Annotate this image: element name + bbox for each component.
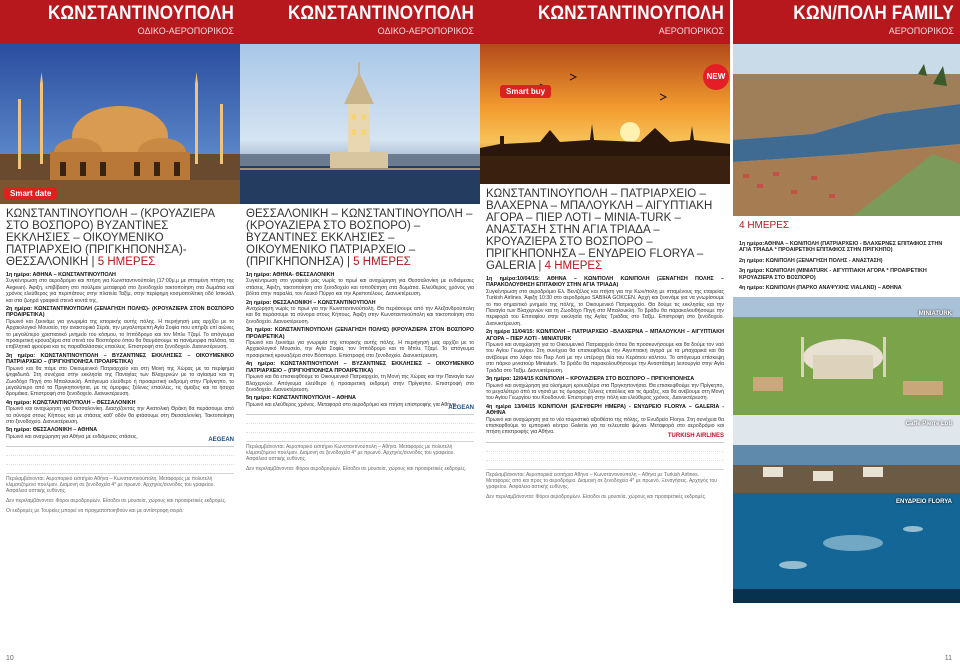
header-subtitle: ΑΕΡΟΠΟΡΙΚΟΣ — [658, 26, 724, 36]
column-tour-1 — [0, 0, 240, 667]
includes-note: Περιλαμβάνονται: Αεροπορικό εισιτήριο Κωνσταντινούπολη – Αθήνα. Μεταφορές με πολυτελή κλιματιζόμενο πούλμαν. Διαμονή σε ξενοδοχεία 4* με πρωινό. Αρχηγός/συνοδός του γραφείου. Ασφάλεια αστικής ευθύνης. — [246, 444, 455, 463]
includes-note: Περιλαμβάνονται: Αεροπορικά εισιτήρια Αθήνα – Κωνσταντινούπολη – Αθήνα με Turkish Airlines. Μεταφορές από και προς το αεροδρόμιο. Διαμονή σε ξενοδοχείο 4* με πρωινό. Ξεναγήσεις. Αρχηγός του γραφείου. Ασφάλεια αστικής ευθύνης. — [486, 471, 718, 490]
day-text: Πρωινό και αναχώρηση για Θεσσαλονίκη. Διασχίζοντας την Ανατολική Θράκη θα περάσουμε από τα σύνορα στους Κήπους και με στάσεις καθ' οδόν θα φτάσουμε στη Θεσσαλονίκη. Τακτοποίηση στο ξενοδοχείο. Διανυκτέρευση. — [6, 406, 234, 425]
day-text: Πρωινό και αναχώρηση για Αθήνα με ενδιάμεσες στάσεις. — [6, 433, 138, 440]
day-3 — [480, 374, 730, 402]
price-table — [6, 437, 234, 474]
tour-title-text: ΘΕΣΣΑΛΟΝΙΚΗ – ΚΩΝΣΤΑΝΤΙΝΟΥΠΟΛΗ – (ΚΡΟΥΑΖΙΕΡΑ ΣΤΟ ΒΟΣΠΟΡΟ) – ΒΥΖΑΝΤΙΝΕΣ ΕΚΚΛΗΣΙΕΣ – ΟΙΚΟΥΜΕΝΙΚΟ ΠΑΤΡΙΑΡΧΕΙΟ – (ΠΡΙΓΚΗΠΟΝΗΣΑ) | — [246, 208, 473, 268]
price-table — [486, 432, 724, 470]
day-heading: 2η ημέρα: ΘΕΣΣΑΛΟΝΙΚΗ – ΚΩΝΣΤΑΝΤΙΝΟΥΠΟΛΗ — [246, 299, 376, 306]
tour-title-text: ΚΩΝΣΤΑΝΤΙΝΟΥΠΟΛΗ – (ΚΡΟΥΑΖΙΕΡΑ ΣΤΟ ΒΟΣΠΟΡΟ) ΒΥΖΑΝΤΙΝΕΣ ΕΚΚΛΗΣΙΕΣ – ΟΙΚΟΥΜΕΝΙΚΟ ΠΑΤΡΙΑΡΧΕΙΟ (ΠΡΙΓΚΗΠΟΝΗΣΑ)- ΘΕΣΣΑΛΟΝΙΚΗ | — [6, 208, 215, 268]
header-title: ΚΩΝΣΤΑΝΤΙΝΟΥΠΟΛΗ — [287, 3, 474, 24]
day-heading: 1η ημέρα:10/04/15: ΑΘΗΝΑ – ΚΩΝ/ΠΟΛΗ ΚΩΝ/ΠΟΛΗ (ΞΕΝΑΓΗΣΗ ΠΟΛΗΣ –ΠΑΡΑΚΟΛΟΥΘΗΣΗ ΕΠΙΤΑΦΙΟΥ ΣΤΗΝ ΑΓΙΑ ΤΡΙΑΔΑ) — [486, 276, 724, 289]
day-text: Πρωινό και αναχώρηση για το Οικουμενικό Πατριαρχείο όπου θα προσκυνήσουμε και θα δούμε τον ναό του Αγίου Γεωργίου. Στη συνέχεια θα επισκεφθούμε την Αιγυπτιακή αγορά με τα μπαχαρικά και θα ανέβουμε στο λόφο του Πιερ Λοτί με την υπέροχη θέα του Κεράτιου κόλπου. Το απόγευμα επίσκεψη στο πάρκο μινιατούρ Miniaturk. Το βράδυ θα παρακολουθήσουμε την Αναστάσιμη λειτουργία στην Αγία Τριάδα στο Ταξίμ. Διανυκτέρευση. — [486, 342, 724, 374]
tour-title-text: ΚΩΝΣΤΑΝΤΙΝΟΥΠΟΛΗ – ΠΑΤΡΙΑΡΧΕΙΟ – ΒΛΑΧΕΡΝΑ – ΜΠΑΛΟΥΚΛΗ – ΑΙΓΥΠΤΙΑΚΗ ΑΓΟΡΑ – ΠΙΕΡ ΛΟΤΙ – MINIA-TURK – ΑΝΑΣΤΑΣΗ ΣΤΗΝ ΑΓΙΑ ΤΡΙΑΔΑ – ΚΡΟΥΑΖΙΕΡΑ ΣΤΟ ΒΟΣΠΟΡΟ – ΠΡΙΓΚΗΠΟΝΗΣΑ – ΕΝΥΔΡΕΙΟ FLORYA – GALERIA | — [486, 188, 713, 272]
photo-caption: MINIATURK — [918, 311, 952, 318]
day-heading: 4η ημέρα: ΚΩΝΣΤΑΝΤΙΝΟΥΠΟΛΗ – ΒΥΖΑΝΤΙΝΕΣ ΕΚΚΛΗΣΙΕΣ – ΟΙΚΟΥΜΕΝΙΚΟ ΠΑΤΡΙΑΡΧΕΙΟ – (ΠΡΙΓΚΗΠΟΝΗΣΑ ΠΡΟΑΙΡΕΤΙΚΑ) — [246, 361, 474, 374]
header-title: ΚΩΝ/ΠΟΛΗ FAMILY — [793, 3, 954, 24]
new-badge: NEW — [703, 64, 729, 90]
day-text: Πρωινό και αναχώρηση για ολοήμερη κρουαζιέρα στα Πριγκηπονήσια. Θα επισκεφθούμε την Πρίγκηπο, το μεγαλύτερο από τα νησιά με τις όμορφες ξύλινες επαύλεις και τις άμαξες, και θα ανέβουμε στη Μονή του Αγίου Γεωργίου του Κουδουνά. Επιστροφή στην πόλη και ελεύθερος χρόνος. Διανυκτέρευση. — [486, 382, 724, 402]
day-heading: 3η ημέρα: ΚΩΝΣΤΑΝΤΙΝΟΥΠΟΛΗ – ΒΥΖΑΝΤΙΝΕΣ ΕΚΚΛΗΣΙΕΣ – ΟΙΚΟΥΜΕΝΙΚΟ ΠΑΤΡΙΑΡΧΕΙΟ – (ΠΡΙΓΚΗΠΟΝΗΣΑ ΠΡΟΑΙΡΕΤΙΚΑ) — [6, 352, 234, 366]
airline-logo: AEGEAN — [208, 437, 234, 444]
page-number-left: 10 — [6, 655, 14, 662]
day-text: Συγκέντρωση στο γραφείο μας νωρίς το πρωί και αναχώρηση για Θεσσαλονίκη με ενδιάμεσες στάσεις. Άφιξη, τακτοποίηση στο ξενοδοχείο και τοποθέτηση στα δωμάτια. Ελεύθερος χρόνος για βόλτα στην παραλία, τον Λευκό Πύργο και την Αριστοτέλους. Διανυκτέρευση. — [246, 278, 474, 298]
day-1 — [0, 270, 240, 304]
day-heading: 1η ημέρα: ΑΘΗΝΑ – ΚΩΝΣΤΑΝΤΙΝΟΥΠΟΛΗ — [6, 272, 116, 278]
excludes-note: Δεν περιλαμβάνονται: Φόροι αεροδρομίων. Είσοδοι σε μουσεία, χώρους και προαιρετικές εκδρομές. — [486, 493, 707, 500]
day-text: Πρωινό και ελεύθερος χρόνος. Μεταφορά στο αεροδρόμιο και πτήση επιστροφής για Αθήνα. — [246, 401, 458, 408]
tour-title — [480, 184, 730, 274]
header-banner — [0, 0, 240, 44]
day-heading: 4η ημέρα: ΚΩΝΣΤΑΝΤΙΝΟΥΠΟΛΗ – ΘΕΣΣΑΛΟΝΙΚΗ — [6, 399, 136, 406]
airline-logo: TURKISH AIRLINES — [667, 432, 724, 439]
day-2 — [480, 327, 730, 374]
header-title: ΚΩΝΣΤΑΝΤΙΝΟΥΠΟΛΗ — [47, 3, 234, 24]
header-subtitle: ΑΕΡΟΠΟΡΙΚΟΣ — [888, 26, 954, 36]
list-item: 2η ημέρα: ΚΩΝ/ΠΟΛΗ (ΞΕΝΑΓΗΣΗ ΠΟΛΗΣ - ΑΝΑΣΤΑΣΗ) — [739, 257, 883, 264]
list-item: 3η ημέρα: ΚΩΝ/ΠΟΛΗ (MINIATURK - ΑΙΓΥΠΤΙΑΚΗ ΑΓΟΡΑ * ΠΡΟΑΙΡΕΤΙΚΗ ΚΡΟΥΑΖΙΕΡΑ ΣΤΟ ΒΟΣΠΟΡΟ) — [739, 268, 927, 281]
day-heading: 5η ημέρα: ΚΩΝΣΤΑΝΤΙΝΟΥΠΟΛΗ – ΑΘΗΝΑ — [246, 395, 356, 402]
pierre-loti-photo — [733, 415, 960, 493]
day-1 — [240, 270, 480, 298]
day-4 — [480, 402, 730, 436]
photo-caption: Caffe Pierre Loti — [905, 421, 952, 428]
smart-buy-tag: Smart buy — [500, 85, 551, 98]
excludes-note: Δεν περιλαμβάνονται: Φόροι αεροδρομίων. Είσοδοι σε μουσεία, χώρους και προαιρετικές εκδρομές. — [246, 466, 467, 473]
day-text: Συγκέντρωση στο αεροδρόμιο Ελ. Βενιζέλος και πτήση για την Κων/πολη με ιπταμένους της εταιρείας Turkish Airlines. Άφιξη 10:30 στο αεροδρόμιο SABIHA GOKCEN. Αρχή και ξεκινάμε για να γνωρίσουμε το πιο σημαντικό μνημείο της πόλης, το Οικουμενικό Πατριαρχείο. Θα δούμε τις εκκλησίες και την Παναγία των Βλαχερνών και τη Ζωοδόχο Πηγή στο Μπαλουκλή. Το βράδυ θα παρακολουθήσουμε την περιφορά του Επιταφίου στην εκκλησία της Αγίας Τριάδας στο Ταξίμ. Επιστροφή στο ξενοδοχείο. Διανυκτέρευση. — [486, 288, 724, 327]
list-item: 4η ημέρα: ΚΩΝ/ΠΟΛΗ (ΠΑΡΚΟ ΑΝΑΨΥΧΗΣ VIALAND) – ΑΘΗΝΑ — [739, 285, 902, 292]
day-2 — [0, 304, 240, 351]
header-banner — [240, 0, 480, 44]
day-heading: 3η ημέρα: 12/04/15 ΚΩΝ/ΠΟΛΗ – ΚΡΟΥΑΖΙΕΡΑ ΣΤΟ ΒΟΣΠΟΡΟ – ΠΡΙΓΚΗΠΟΝΗΣΑ — [486, 376, 695, 383]
miniaturk-photo — [733, 297, 960, 415]
smart-date-tag: Smart date — [4, 187, 57, 200]
maiden-tower-photo — [240, 44, 480, 204]
tour-duration: 5 ΗΜΕΡΕΣ — [353, 256, 411, 268]
bosphorus-aerial-photo — [706, 44, 960, 216]
day-3 — [0, 351, 240, 398]
excludes-note: Δεν περιλαμβάνονται: Φόροι αεροδρομίων. Είσοδοι σε μουσεία, χώρους και προαιρετικές εκδρομές. — [6, 498, 227, 505]
price-table — [246, 405, 474, 442]
day-text: Πρωινό και θα πάμε στο Οικουμενικό Πατριαρχείο και στη Μονή της Χώρας με τα περίφημα ψηφιδωτά. Στη συνέχεια στην εκκλησία της Παναγίας των Βλαχερνών με το αγίασμα και τη Ζωοδόχο Πηγή στο Μπαλουκλή. Απόγευμα ελεύθερο ή προαιρετική εκδρομή στην Πρίγκηπο, το μεγαλύτερο από τα Πριγκηπονήσια, με τις όμορφες ξύλινες επαύλεις, τις άμαξες και τα ήσυχα δρομάκια. Επιστροφή στο ξενοδοχείο. Διανυκτέρευση. — [6, 365, 234, 398]
day-5 — [240, 393, 480, 408]
tour-duration: 4 ΗΜΕΡΕΣ — [544, 260, 603, 272]
day-2 — [240, 298, 480, 326]
day-text: Αναχώρηση νωρίς το πρωί για την Κωνσταντινούπολη. Θα περάσουμε από την Αλεξανδρούπολη και θα περάσουμε τα σύνορα στους Κήπους. Άφιξη στην Κωνσταντινούπολη και τακτοποίηση στο ξενοδοχείο. Διανυκτέρευση. — [246, 306, 474, 325]
sunset-skyline-photo — [480, 44, 730, 184]
itinerary-list — [733, 235, 960, 291]
day-text: Πρωινό και ξεκινάμε για γνωριμία της ιστορικής αυτής πόλης. Η περιήγησή μας αρχίζει με το Αρχαιολογικό Μουσείο, την Αγία Σοφία, τον Ιππόδρομο και το Μπλε Τζαμί. Το απόγευμα προαιρετική κρουαζιέρα στον Βόσπορο. Επιστροφή στο ξενοδοχείο. Διανυκτέρευση. — [246, 340, 474, 359]
day-text: Πρωινό και ξεκινάμε για γνωριμία της ιστορικής αυτής πόλης. Η περιήγησή μας αρχίζει με το Αρχαιολογικό Μουσείο, την ανακτορικό Σεράι, την μεγαλοπρεπή Αγία Σοφία που υπήρξε επί αιώνες το μεγαλύτερο χριστιανικό μνημείο του κόσμου, το Ιππόδρομο και τον Μπλε Τζαμί. Το απόγευμα προαιρετική κρουαζιέρα στα στενά του Βοσπόρου όπου θα θαυμάσουμε τα πανέμορφα παλάτια, τα επιβλητικά φρούρια και τις παραθαλάσσιες επαύλεις. Επιστροφή στο ξενοδοχείο. Διανυκτέρευση. — [6, 318, 234, 351]
blue-mosque-photo — [0, 44, 240, 204]
header-banner — [733, 0, 960, 44]
day-text: Πρωινό και θα επισκεφθούμε το Οικουμενικό Πατριαρχείο, τη Μονή της Χώρας και την Παναγία των Βλαχερνών. Απόγευμα ελεύθερο ή προαιρετική εκδρομή στην Πρίγκηπο. Επιστροφή στο ξενοδοχείο. Διανυκτέρευση. — [246, 374, 474, 393]
airline-logo: AEGEAN — [448, 405, 474, 412]
header-subtitle: ΟΔΙΚΟ-ΑΕΡΟΠΟΡΙΚΟΣ — [377, 26, 474, 36]
day-text: Πρωινό και αναχώρηση για το νέο τουριστικό αξιοθέατο της πόλης, το Ενυδρείο Florya. Στη συνέχεια θα επισκεφθούμε το εμπορικό κέντρο Galeria για τα τελευταία ψώνια. Μεταφορά στο αεροδρόμιο και πτήση επιστροφής για Αθήνα. — [486, 416, 724, 436]
day-heading: 1η ημέρα: ΑΘΗΝΑ- ΘΕΣΣΑΛΟΝΙΚΗ — [246, 272, 335, 278]
tour-title — [0, 204, 240, 270]
tour-duration: 5 ΗΜΕΡΕΣ — [97, 256, 156, 268]
header-title: ΚΩΝΣΤΑΝΤΙΝΟΥΠΟΛΗ — [537, 3, 724, 24]
day-text: Συγκέντρωση στο αεροδρόμιο και πτήση για Κωνσταντινούπολη (17:00μ.μ με ιπταμένη πτήση της Aegean). Άφιξη, επιβίβαση στο πούλμαν μεταφορά στο ξενοδοχείο τακτοποίηση στα δωμάτια και χρόνος ελεύθερος για περιπάτους στην πλατεία Ταξίμ, στην περίφημη κοσμοπολίτικη οδό Ιστικλάλ και στα ζωηρά γραφικά στενά κοντά της. — [6, 278, 234, 304]
day-heading: 2η ημέρα 11/04/15: ΚΩΝ/ΠΟΛΗ – ΠΑΤΡΙΑΡΧΕΙΟ –ΒΛΑΧΕΡΝΑ – ΜΠΑΛΟΥΚΛΗ – ΑΙΓΥΠΤΙΑΚΗ ΑΓΟΡΑ – ΠΙΕΡ ΛΟΤΙ - MINIATURK — [486, 329, 724, 342]
day-heading: 5η ημέρα: ΘΕΣΣΑΛΟΝΙΚΗ – ΑΘΗΝΑ — [6, 427, 98, 434]
day-4 — [0, 398, 240, 426]
day-heading: 2η ημέρα: ΚΩΝΣΤΑΝΤΙΝΟΥΠΟΛΗ (ΞΕΝΑΓΗΣΗ ΠΟΛΗΣ)- (ΚΡΟΥΑΖΙΕΡΑ ΣΤΟΝ ΒΟΣΠΟΡΟ ΠΡΟΑΙΡΕΤΙΚΑ) — [6, 306, 234, 319]
tour-duration: 4 ΗΜΕΡΕΣ — [739, 220, 790, 231]
header-banner — [480, 0, 730, 44]
list-item: 1η ημέρα:ΑΘΗΝΑ – ΚΩΝ/ΠΟΛΗ (ΠΑΤΡΙΑΡΧΕΙΟ - ΒΛΑΧΕΡΝΕΣ ΕΠΙΤΑΦΙΟΣ ΣΤΗΝ ΑΓΙΑ ΤΡΙΑΔΑ * ΠΡΟΑΙΡΕΤΙΚΗ ΕΠΙΤΑΦΙΟΣ ΣΤΗΝ ΠΡΙΓΚΗΠΟ) — [739, 241, 943, 254]
day-heading: 3η ημέρα: ΚΩΝΣΤΑΝΤΙΝΟΥΠΟΛΗ (ΞΕΝΑΓΗΣΗ ΠΟΛΗΣ) (ΚΡΟΥΑΖΙΕΡΑ ΣΤΟΝ ΒΟΣΠΟΡΟ ΠΡΟΑΙΡΕΤΙΚΑ) — [246, 327, 474, 340]
day-3 — [240, 325, 480, 359]
column-tour-2 — [240, 0, 480, 667]
day-1 — [480, 274, 730, 327]
aquarium-photo — [733, 493, 960, 603]
header-subtitle: ΟΔΙΚΟ-ΑΕΡΟΠΟΡΙΚΟΣ — [137, 26, 234, 36]
day-4 — [240, 359, 480, 393]
column-tour-3 — [480, 0, 730, 667]
column-tour-4 — [706, 0, 960, 667]
tour-title — [240, 204, 480, 270]
includes-note: Περιλαμβάνονται: Αεροπορικό εισιτήριο Αθήνα – Κωνσταντινούπολη. Μεταφορές με πολυτελή κλιματιζόμενο πούλμαν. Διαμονή σε ξενοδοχεία 4* με πρωινό. Αρχηγός/συνοδός του γραφείου. Ασφάλεια αστικής ευθύνης. — [6, 476, 215, 495]
day-5 — [0, 425, 240, 440]
page-number-right: 11 — [944, 655, 952, 662]
day-heading: 4η ημέρα 13/04/15 ΚΩΝ/ΠΟΛΗ (ΕΛΕΥΘΕΡΗ ΗΜΕΡΑ) - ΕΝΥΔΡΕΙΟ FLORYA – GALERIA - ΑΘΗΝΑ — [486, 403, 724, 417]
photo-caption: ΕΝΥΔΡΕΙΟ FLORYA — [895, 499, 952, 506]
extra-note: Οι εκδρομές με Τουρκίες μπορεί να πραγματοποιηθούν και με αντίστροφη σειρά. — [6, 508, 184, 515]
